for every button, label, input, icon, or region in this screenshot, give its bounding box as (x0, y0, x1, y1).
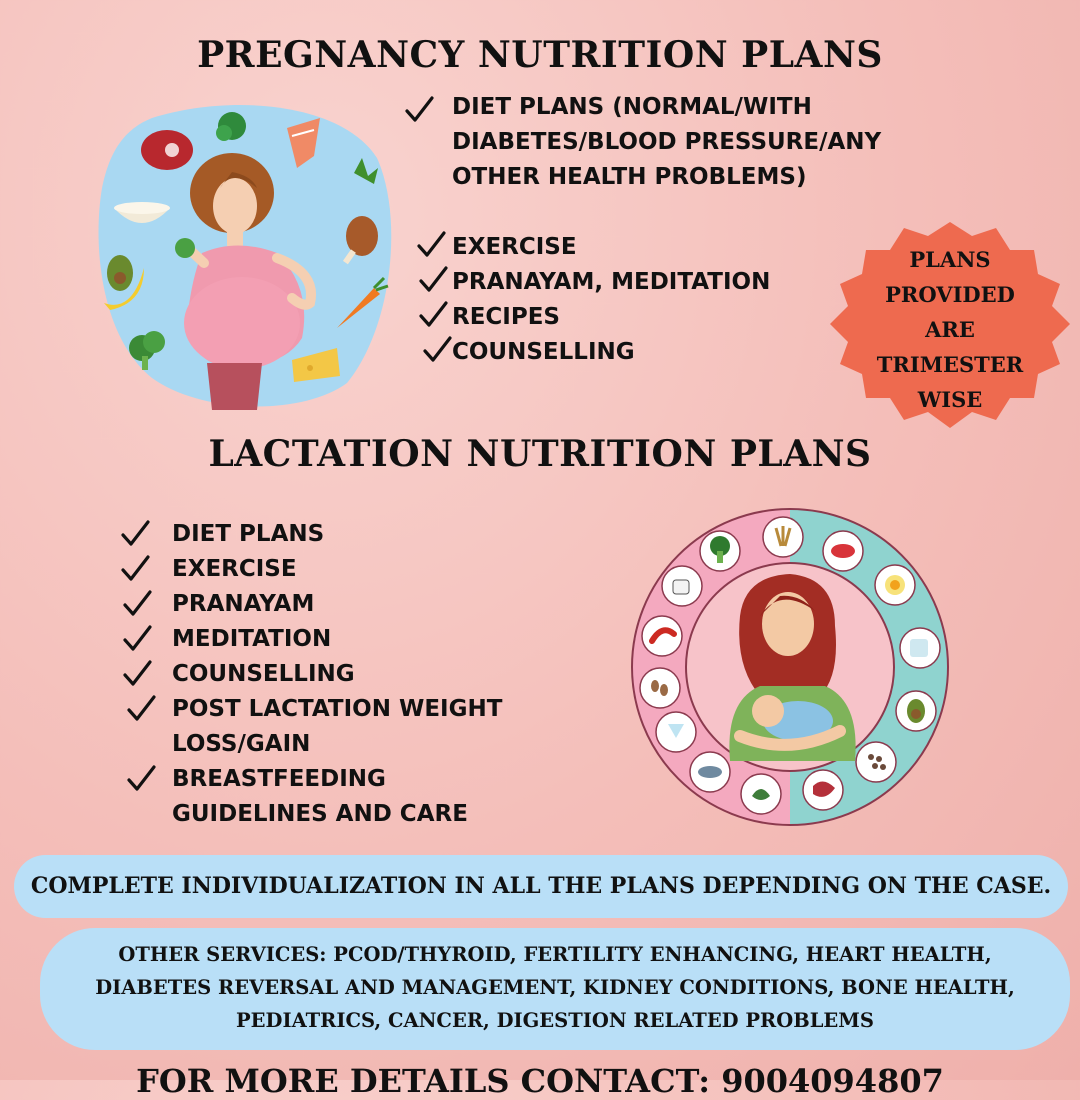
list-item: MEDITATION (172, 622, 532, 657)
pregnancy-plan-list (452, 90, 882, 370)
pregnancy-title: PREGNANCY NUTRITION PLANS (197, 34, 883, 76)
list-item: EXERCISE (452, 230, 882, 265)
checkmark-icon (126, 694, 156, 724)
contact-line: FOR MORE DETAILS CONTACT: 9004094807 (136, 1062, 944, 1100)
other-services-text: OTHER SERVICES: PCOD/THYROID, FERTILITY ENHANCING, HEART HEALTH, DIABETES REVERSAL AND MANAGEMENT, KIDNEY CONDITIONS, BONE HEALTH, PEDIATRICS, CANCER, DIGESTION RELATED PROBLEMS (95, 943, 1015, 1032)
list-item: POST LACTATION WEIGHT LOSS/GAIN (172, 692, 532, 762)
checkmark-icon (120, 554, 150, 584)
list-item: BREASTFEEDING GUIDELINES AND CARE (172, 762, 532, 832)
checkmark-icon (418, 300, 448, 330)
individualization-text: COMPLETE INDIVIDUALIZATION IN ALL THE PLANS DEPENDING ON THE CASE. (30, 873, 1052, 899)
checkmark-icon (404, 95, 434, 125)
list-item: PRANAYAM, MEDITATION (452, 265, 882, 300)
lactation-plan-list (172, 517, 532, 832)
individualization-banner (14, 855, 1068, 918)
list-item: EXERCISE (172, 552, 532, 587)
checkmark-icon (422, 335, 452, 365)
checkmark-icon (418, 265, 448, 295)
breastfeeding-illustration (630, 506, 950, 828)
meat-icon (141, 130, 193, 170)
list-item: RECIPES (452, 300, 882, 335)
other-services-banner (40, 928, 1070, 1050)
checkmark-icon (122, 589, 152, 619)
list-item: PRANAYAM (172, 587, 532, 622)
checkmark-icon (126, 764, 156, 794)
checkmark-icon (416, 230, 446, 260)
avocado-icon (107, 255, 133, 291)
trimester-badge (820, 220, 1080, 430)
checkmark-icon (122, 624, 152, 654)
lactation-title: LACTATION NUTRITION PLANS (208, 433, 872, 475)
checkmark-icon (122, 659, 152, 689)
checkmark-icon (120, 519, 150, 549)
list-item: COUNSELLING (452, 335, 882, 370)
list-item: COUNSELLING (172, 657, 532, 692)
pregnant-woman-illustration (92, 98, 402, 410)
list-item: DIET PLANS (172, 517, 532, 552)
list-item: DIET PLANS (NORMAL/WITH DIABETES/BLOOD PRESSURE/ANY OTHER HEALTH PROBLEMS) (452, 90, 882, 230)
badge-text: PLANS PROVIDED ARE TRIMESTER WISE (876, 246, 1024, 412)
